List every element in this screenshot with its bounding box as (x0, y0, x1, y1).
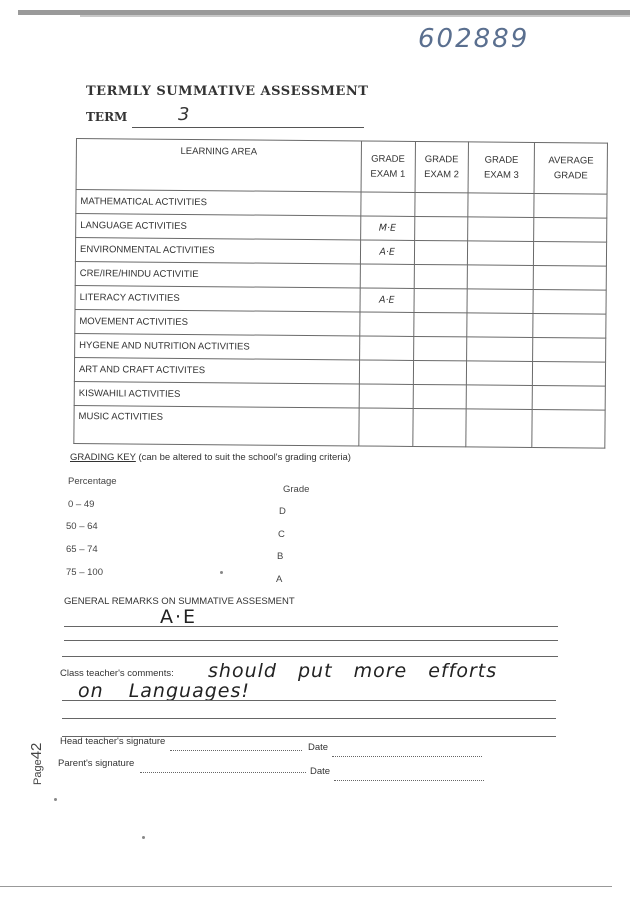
term-line (132, 127, 364, 128)
scan-speck (142, 836, 145, 839)
serial-number: 602889 (418, 24, 530, 54)
learning-area-cell: LANGUAGE ACTIVITIES (76, 214, 361, 240)
grade-exam1-cell (359, 360, 413, 384)
range-3: 75 – 100 (66, 567, 103, 578)
grade-exam1-cell (360, 312, 414, 336)
scan-edge-bottom (0, 886, 612, 887)
average-grade-cell (533, 361, 606, 386)
average-grade-cell (534, 241, 607, 266)
grade-exam3-cell (466, 385, 532, 410)
grade-exam3-cell (467, 313, 533, 338)
grade-1: C (278, 529, 285, 540)
percentage-label: Percentage (68, 476, 117, 487)
grade-3: A (276, 574, 283, 585)
grade-exam2-cell (414, 240, 468, 264)
table-header-row (76, 139, 607, 195)
grade-exam2-cell (412, 408, 466, 446)
grade-exam2-cell (413, 312, 467, 336)
grade-exam2-cell (414, 216, 468, 240)
header-learning-area: LEARNING AREA (76, 139, 361, 192)
grade-exam1-cell: A·E (360, 240, 414, 264)
grade-exam3-cell (467, 289, 533, 314)
average-grade-cell (533, 265, 606, 290)
grade-exam2-cell (413, 384, 467, 408)
grades-table (73, 138, 608, 449)
grade-exam3-cell (467, 361, 533, 386)
grade-exam3-cell (467, 337, 533, 362)
learning-area-cell: MATHEMATICAL ACTIVITIES (76, 190, 361, 216)
grading-key-heading: GRADING KEY (70, 452, 136, 463)
grade-exam3-cell (468, 193, 534, 218)
header-grade-exam-3: GRADE EXAM 3 (468, 142, 535, 194)
term-value: 3 (178, 104, 190, 125)
table-row (74, 405, 605, 448)
page-number-value: 42 (28, 742, 45, 760)
grading-key-title (70, 452, 351, 463)
class-teacher-comment-line-1: should put more efforts (208, 660, 498, 682)
average-grade-cell (534, 218, 607, 243)
grade-label: Grade (283, 484, 310, 495)
head-teacher-signature-label: Head teacher's signature (60, 736, 166, 747)
average-grade-cell (533, 337, 606, 362)
average-grade-cell (534, 194, 607, 219)
learning-area-cell: MUSIC ACTIVITIES (74, 405, 359, 445)
remarks-line-3 (62, 656, 558, 657)
head-teacher-date-line (332, 756, 482, 757)
grade-exam3-cell (467, 265, 533, 290)
range-0: 0 – 49 (68, 499, 95, 510)
parent-date-label: Date (310, 766, 331, 777)
average-grade-cell (532, 385, 605, 410)
remarks-line-2 (64, 640, 558, 641)
grade-exam1-cell: M·E (360, 216, 414, 240)
grade-exam1-cell (359, 408, 413, 446)
scan-edge-top-inner (80, 15, 630, 17)
term-label: TERM (86, 110, 128, 124)
grade-exam1-cell (359, 336, 413, 360)
range-2: 65 – 74 (66, 544, 98, 555)
scan-speck (54, 798, 57, 801)
learning-area-cell: HYGENE AND NUTRITION ACTIVITIES (75, 333, 360, 359)
range-1: 50 – 64 (66, 521, 98, 532)
learning-area-cell: ART AND CRAFT ACTIVITES (74, 357, 359, 383)
header-grade-exam-2: GRADE EXAM 2 (415, 141, 469, 192)
grade-0: D (279, 506, 286, 517)
learning-area-cell: ENVIRONMENTAL ACTIVITIES (75, 238, 360, 264)
remarks-title: GENERAL REMARKS ON SUMMATIVE ASSESMENT (64, 596, 295, 607)
learning-area-cell: CRE/IRE/HINDU ACTIVITIE (75, 261, 360, 287)
parent-date-line (334, 780, 484, 781)
class-teacher-comments-label: Class teacher's comments: (60, 668, 174, 679)
average-grade-cell (533, 289, 606, 314)
grade-exam2-cell (414, 192, 468, 216)
grade-exam3-cell (468, 241, 534, 266)
grade-exam2-cell (413, 288, 467, 312)
grade-exam2-cell (413, 360, 467, 384)
grade-2: B (277, 551, 284, 562)
class-teacher-comment-line-2: on Languages! (78, 680, 250, 702)
grade-exam1-cell (361, 192, 415, 216)
scan-speck (220, 571, 223, 574)
grade-exam3-cell (468, 217, 534, 242)
grade-exam2-cell (414, 264, 468, 288)
grade-exam3-cell (466, 409, 532, 448)
average-grade-cell (533, 313, 606, 338)
head-teacher-date-label: Date (308, 742, 329, 753)
average-grade-cell (532, 409, 605, 448)
remarks-value: A·E (160, 606, 198, 628)
comments-line-1 (62, 700, 556, 701)
form-title: TERMLY SUMMATIVE ASSESSMENT (86, 84, 369, 99)
grade-exam1-cell (359, 384, 413, 408)
remarks-line-1 (64, 626, 558, 627)
grading-key-note: (can be altered to suit the school's grading criteria) (135, 452, 351, 463)
parent-signature-line (140, 772, 306, 773)
header-grade-exam-1: GRADE EXAM 1 (361, 141, 415, 192)
page-number (28, 743, 45, 785)
head-teacher-signature-line (170, 750, 302, 751)
grade-exam1-cell (360, 264, 414, 288)
learning-area-cell: KISWAHILI ACTIVITIES (74, 381, 359, 407)
page-label: Page (32, 759, 44, 785)
parent-signature-label: Parent's signature (58, 758, 135, 769)
header-average-grade: AVERAGE GRADE (534, 143, 607, 195)
learning-area-cell: LITERACY ACTIVITIES (75, 285, 360, 311)
grade-exam1-cell: A·E (360, 288, 414, 312)
comments-line-2 (62, 718, 556, 719)
learning-area-cell: MOVEMENT ACTIVITIES (75, 309, 360, 335)
grade-exam2-cell (413, 336, 467, 360)
